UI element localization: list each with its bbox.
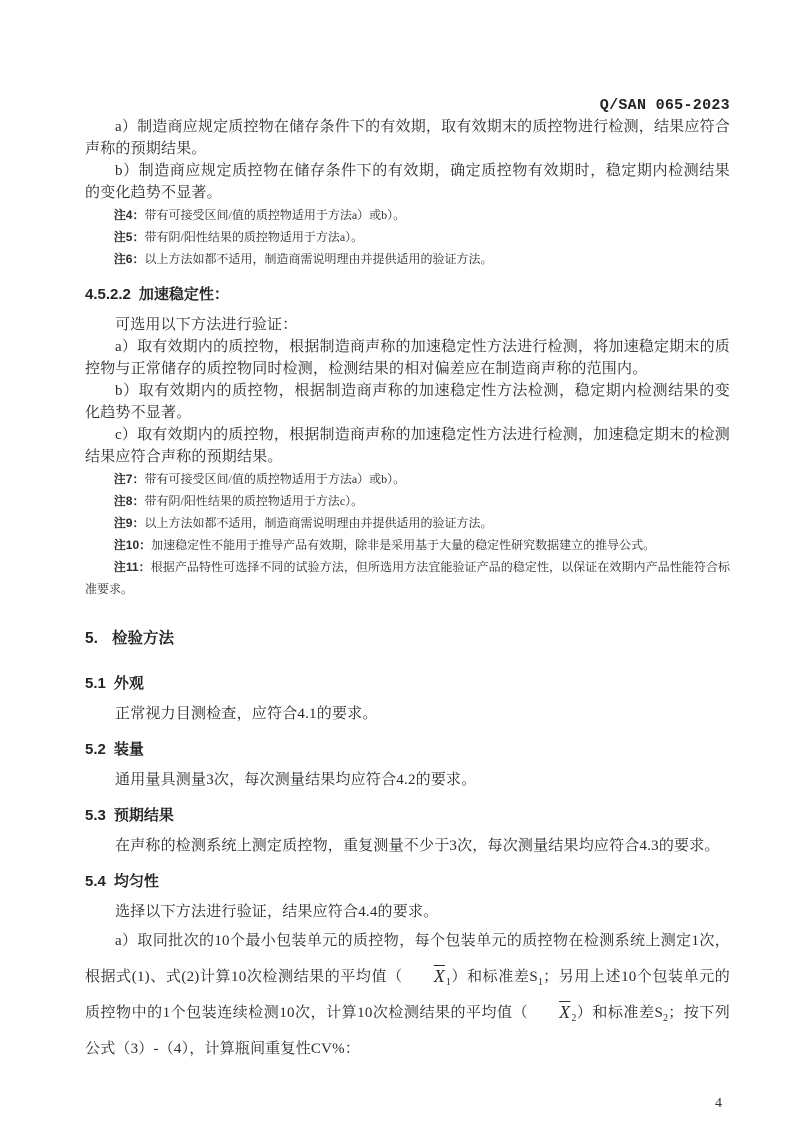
heading-title: 均匀性	[113, 873, 159, 890]
note-text: 以上方法如都不适用，制造商需说明理由并提供适用的验证方法。	[144, 516, 493, 530]
paragraph: b）制造商应规定质控物在储存条件下的有效期，确定质控物有效期时，稳定期内检测结果的变化趋势不显著。	[85, 163, 730, 201]
note-label: 注7：	[113, 472, 145, 486]
xbar-letter: $\overline{X}$	[559, 1002, 571, 1022]
page-header	[85, 96, 730, 114]
note-text: 加速稳定性不能用于推导产品有效期，除非是采用基于大量的稳定性研究数据建立的推导公式。	[151, 538, 656, 552]
standard-code: Q/SAN 065-2023	[599, 97, 730, 114]
subscript: 2	[571, 1013, 577, 1024]
text-run: ；按下列公式（3）-（4），计算瓶间重复性CV%：	[85, 1005, 731, 1057]
section-heading	[85, 672, 730, 693]
paragraph: 选择以下方法进行验证，结果应符合4.4的要求。	[115, 904, 439, 920]
paragraph: c）取有效期内的质控物，根据制造商声称的加速稳定性方法进行检测，加速稳定期末的检测结果应符合声称的预期结果。	[85, 427, 730, 465]
section-heading	[85, 804, 730, 825]
heading-number: 4.5.2.2	[85, 286, 131, 303]
text-run: a）取同批次的10个最小包装单元的质控物，每个包装单元的质控物在检测系统上测定1次，根据式(1)、式(2)计算10次检测结果的平均值（	[85, 933, 730, 985]
xbar-symbol	[528, 1002, 577, 1024]
note	[85, 204, 730, 226]
heading-title: 预期结果	[113, 807, 174, 824]
note	[85, 490, 730, 512]
heading-number: 5.2	[85, 741, 106, 758]
paragraph: 通用量具测量3次，每次测量结果均应符合4.2的要求。	[115, 772, 477, 788]
chapter-heading	[85, 626, 730, 648]
section-heading	[85, 870, 730, 891]
page-number: 4	[715, 1096, 722, 1111]
subscript: 1	[537, 977, 544, 988]
note-text: 带有可接受区间/值的质控物适用于方法a）或b）。	[144, 472, 406, 486]
xbar-symbol	[403, 966, 452, 988]
note	[85, 512, 730, 534]
heading-title: 外观	[113, 675, 144, 692]
note-label: 注4：	[113, 208, 145, 222]
note	[85, 468, 730, 490]
heading-title: 装量	[113, 741, 144, 758]
paragraph: 在声称的检测系统上测定质控物，重复测量不少于3次，每次测量结果均应符合4.3的要求。	[115, 838, 720, 854]
section-heading	[85, 738, 730, 759]
note	[85, 226, 730, 248]
note-text: 以上方法如都不适用，制造商需说明理由并提供适用的验证方法。	[144, 252, 493, 266]
subscript: 2	[663, 1013, 669, 1024]
note	[85, 248, 730, 270]
note-label: 注8：	[113, 494, 145, 508]
note	[85, 534, 730, 556]
paragraph: b）取有效期内的质控物，根据制造商声称的加速稳定性方法检测，稳定期内检测结果的变化趋势不显著。	[85, 383, 730, 421]
text-run: ；另用上述10个包装单元的质控物中的1个包装连续检测10次，计算10次检测结果的平均值（	[85, 969, 730, 1021]
heading-number: 5.3	[85, 807, 106, 824]
note-label: 注11：	[113, 560, 151, 574]
note-text: 带有阴/阳性结果的质控物适用于方法c）。	[144, 494, 364, 508]
formula-paragraph	[85, 923, 730, 1067]
heading-title: 加速稳定性：	[138, 286, 229, 303]
note	[85, 556, 730, 600]
paragraph: a）制造商应规定质控物在储存条件下的有效期，取有效期末的质控物进行检测，结果应符合声称的预期结果。	[85, 119, 730, 157]
note-text: 根据产品特性可选择不同的试验方法，但所选用方法宜能验证产品的稳定性，以保证在效期内产品性能符合标准要求。	[85, 560, 730, 596]
paragraph: a）取有效期内的质控物，根据制造商声称的加速稳定性方法进行检测，将加速稳定期末的质控物与正常储存的质控物同时检测，检测结果的相对偏差应在制造商声称的范围内。	[85, 339, 730, 377]
note-text: 带有阴/阳性结果的质控物适用于方法a）。	[144, 230, 364, 244]
document-body	[85, 116, 730, 1067]
note-label: 注5：	[113, 230, 145, 244]
heading-title: 检验方法	[111, 630, 174, 647]
note-text: 带有可接受区间/值的质控物适用于方法a）或b）。	[144, 208, 406, 222]
note-label: 注9：	[113, 516, 145, 530]
note-label: 注10：	[113, 538, 152, 552]
heading-number: 5.1	[85, 675, 106, 692]
paragraph: 正常视力目测检查，应符合4.1的要求。	[115, 706, 378, 722]
heading-number: 5.	[85, 630, 98, 647]
xbar-letter: $\overline{X}$	[433, 966, 445, 986]
heading-number: 5.4	[85, 873, 106, 890]
text-run: ）和标准差S	[451, 969, 538, 985]
subscript: 1	[445, 977, 452, 988]
section-heading	[85, 283, 730, 304]
paragraph: 可选用以下方法进行验证：	[115, 317, 298, 333]
text-run: ）和标准差S	[576, 1005, 664, 1021]
note-label: 注6：	[113, 252, 145, 266]
